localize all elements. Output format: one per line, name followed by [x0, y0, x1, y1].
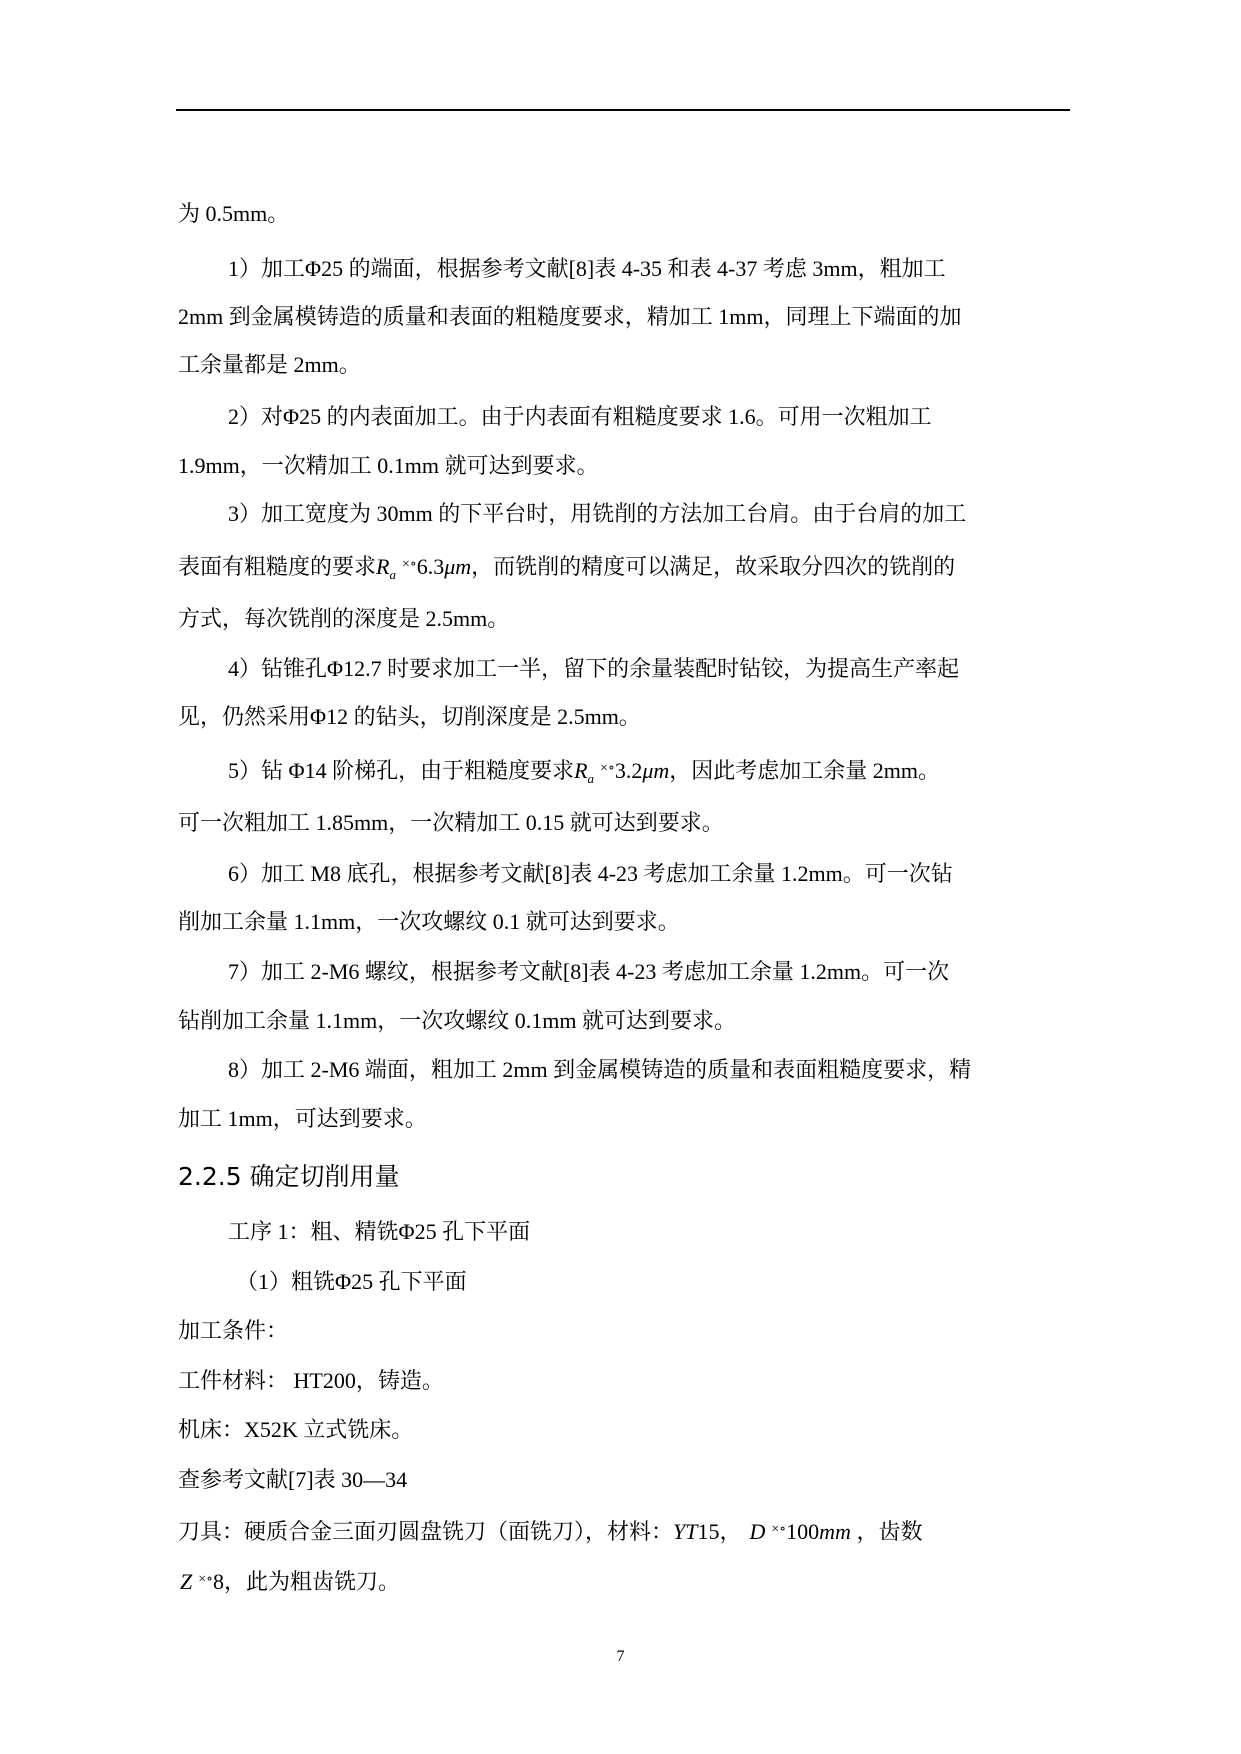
text-line: 7）加工 2-M6 螺纹，根据参考文献[8]表 4-23 考虑加工余量 1.2mm。可一次	[228, 959, 950, 984]
text-line: 2）对Φ25 的内表面加工。由于内表面有粗糙度要求 1.6。可用一次粗加工	[228, 404, 932, 429]
value: 100	[786, 1519, 820, 1544]
text-line: 8）加工 2-M6 端面，粗加工 2mm 到金属模铸造的质量和表面粗糙度要求，精	[228, 1057, 972, 1082]
material-code: YT	[673, 1519, 698, 1544]
text-line: 见，仍然采用Φ12 的钻头，切削深度是 2.5mm。	[178, 704, 641, 729]
text-fragment: ，此为粗齿铣刀。	[224, 1569, 401, 1594]
text-line: （1）粗铣Φ25 孔下平面	[236, 1269, 467, 1294]
unit: mm	[819, 1519, 851, 1544]
text-fragment: ，而铣削的精度可以满足，故采取分四次的铣削的	[471, 554, 956, 579]
text-line: 为 0.5mm。	[178, 201, 290, 226]
symbol-r: R	[574, 758, 588, 783]
unit: μm	[444, 554, 472, 579]
text-line-roughness	[178, 550, 955, 590]
text-fragment: 表面有粗糙度的要求	[178, 554, 377, 579]
cross-symbol: ×∘	[198, 1572, 214, 1587]
text-line: 3）加工宽度为 30mm 的下平台时，用铣削的方法加工台肩。由于台肩的加工	[228, 501, 967, 526]
cross-symbol: ×∘	[600, 761, 615, 776]
value: 3.2	[614, 758, 643, 783]
text-line: 可一次粗加工 1.85mm，一次精加工 0.15 就可达到要求。	[178, 810, 724, 835]
subscript-a: a	[587, 771, 595, 786]
text-fragment: ，因此考虑加工余量 2mm。	[669, 758, 940, 783]
text-line: 1.9mm，一次精加工 0.1mm 就可达到要求。	[178, 453, 599, 478]
text-line: 2mm 到金属模铸造的质量和表面的粗糙度要求，精加工 1mm，同理上下端面的加	[178, 304, 962, 329]
text-line-roughness	[228, 754, 940, 794]
unit: μm	[642, 758, 670, 783]
page-number: 7	[616, 1648, 625, 1665]
value: 8	[213, 1569, 225, 1594]
text-fragment: 刀具：硬质合金三面刃圆盘铣刀（面铣刀），材料：	[178, 1519, 674, 1544]
value: 6.3	[416, 554, 445, 579]
text-line: 4）钻锥孔Φ12.7 时要求加工一半，留下的余量装配时钻铰，为提高生产率起	[228, 656, 960, 681]
text-line: 工余量都是 2mm。	[178, 352, 361, 377]
text-line: 钻削加工余量 1.1mm，一次攻螺纹 0.1mm 就可达到要求。	[178, 1008, 736, 1033]
text-line: 方式，每次铣削的深度是 2.5mm。	[178, 606, 510, 631]
text-line: 加工条件：	[178, 1318, 289, 1343]
section-heading: 2.2.5 确定切削用量	[178, 1162, 400, 1191]
text-line: 6）加工 M8 底孔，根据参考文献[8]表 4-23 考虑加工余量 1.2mm。可一次钻	[228, 861, 953, 886]
material-number: 15	[697, 1519, 720, 1544]
text-fragment: ，齿数	[850, 1519, 923, 1544]
text-line: 机床：X52K 立式铣床。	[178, 1417, 414, 1442]
subscript-a: a	[389, 567, 396, 582]
text-line: 工序 1：粗、精铣Φ25 孔下平面	[228, 1219, 531, 1244]
separator: ，	[719, 1519, 742, 1544]
text-fragment: 5）钻 Φ14 阶梯孔，由于粗糙度要求	[228, 758, 575, 783]
symbol-z: Z	[180, 1569, 193, 1594]
text-line-tool	[178, 1515, 922, 1547]
text-line-teeth	[180, 1565, 400, 1597]
text-line: 工件材料： HT200，铸造。	[178, 1368, 444, 1393]
symbol-d: D	[749, 1519, 766, 1544]
cross-symbol: ×∘	[771, 1522, 787, 1537]
text-line: 查参考文献[7]表 30—34	[178, 1467, 408, 1492]
symbol-r: R	[376, 554, 390, 579]
text-line: 加工 1mm，可达到要求。	[178, 1106, 427, 1131]
header-rule	[176, 109, 1070, 111]
text-line: 1）加工Φ25 的端面，根据参考文献[8]表 4-35 和表 4-37 考虑 3mm，粗加工	[228, 256, 946, 281]
text-line: 削加工余量 1.1mm，一次攻螺纹 0.1 就可达到要求。	[178, 909, 680, 934]
cross-symbol: ×∘	[401, 557, 417, 572]
